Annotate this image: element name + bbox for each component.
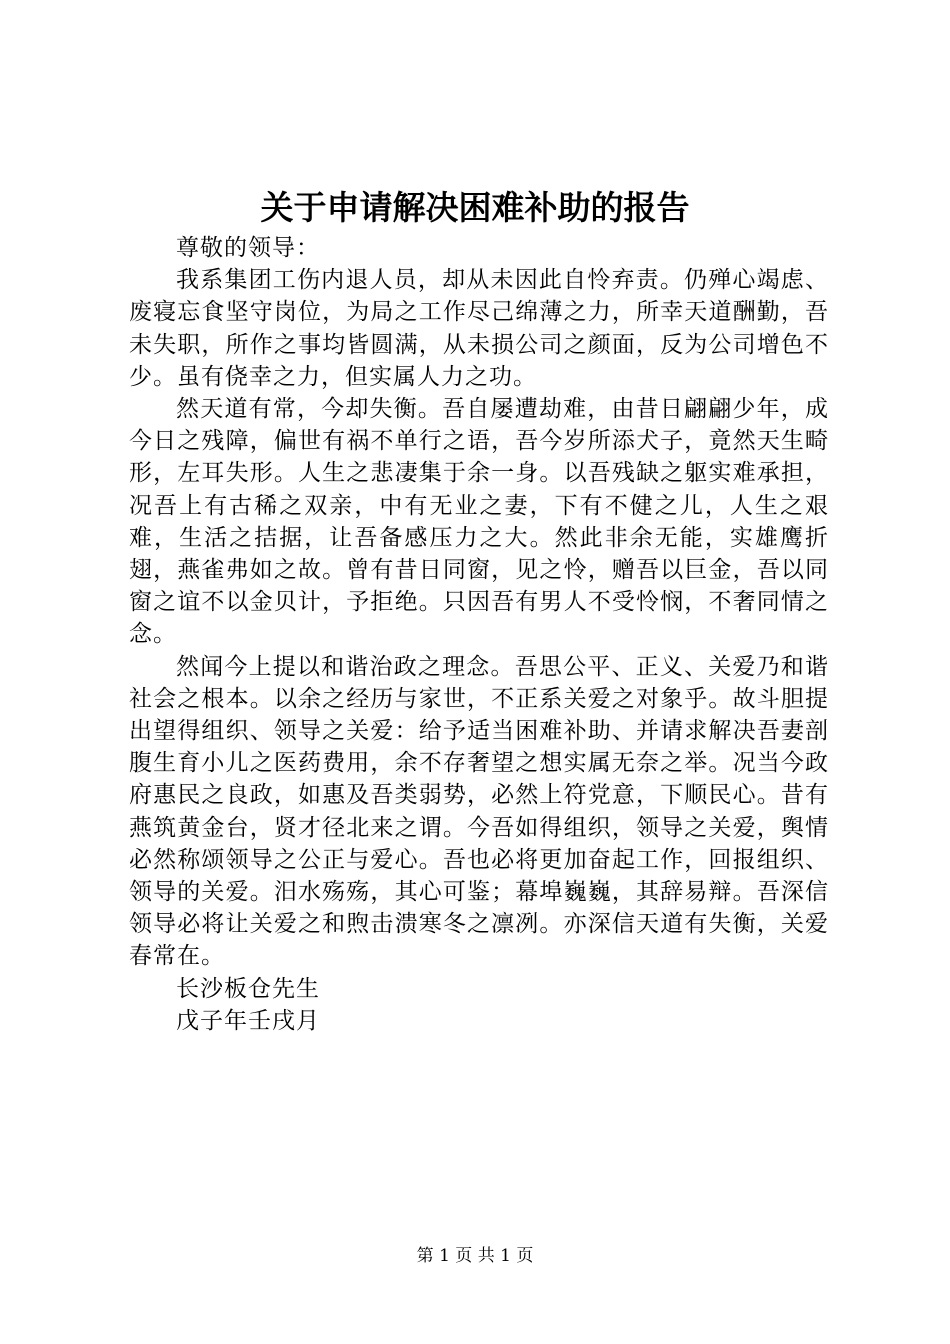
signature: 长沙板仓先生 — [176, 975, 320, 1002]
paragraph-3: 然闻今上提以和谐治政之理念。吾思公平、正义、关爱乃和谐社会之根本。以余之经历与家世，不正系关爱之对象乎。故斗胆提出望得组织、领导之关爱：给予适当困难补助、并请求解决吾妻剖腹生育小儿之医药费用，余不存奢望之想实属无奈之举。况当今政府惠民之良政，如惠及吾类弱势，必然上符党意，下顺民心。昔有燕筑黄金台，贤才径北来之谓。今吾如得组织，领导之关爱，舆情必然称颂领导之公正与爱心。吾也必将更加奋起工作，回报组织、领导的关爱。汨水殇殇，其心可鉴；幕埠巍巍，其辞易辩。吾深信领导必将让关爱之和煦击溃寒冬之凛冽。亦深信天道有失衡，关爱春常在。 — [129, 653, 829, 970]
paragraph-1: 我系集团工伤内退人员，却从未因此自怜弃责。仍殚心竭虑、废寝忘食坚守岗位，为局之工作尽己绵薄之力，所幸天道酬勤，吾未失职，所作之事均皆圆满，从未损公司之颜面，反为公司增色不少。虽有侥幸之力，但实属人力之功。 — [129, 267, 829, 390]
document-title: 关于申请解决困难补助的报告 — [260, 188, 690, 227]
salutation: 尊敬的领导： — [176, 235, 320, 261]
page-number-footer: 第 1 页 共 1 页 — [416, 1246, 534, 1266]
paragraph-2: 然天道有常，今却失衡。吾自屡遭劫难，由昔日翩翩少年，成今日之残障，偏世有祸不单行之语，吾今岁所添犬子，竟然天生畸形，左耳失形。人生之悲凄集于余一身。以吾残缺之躯实难承担，况吾上有古稀之双亲，中有无业之妻，下有不健之儿，人生之艰难，生活之拮据，让吾备感压力之大。然此非余无能，实雄鹰折翅，燕雀弗如之故。曾有昔日同窗，见之怜，赠吾以巨金，吾以同窗之谊不以金贝计，予拒绝。只因吾有男人不受怜悯，不奢同情之念。 — [129, 396, 829, 648]
date-line: 戊子年壬戌月 — [176, 1007, 320, 1034]
document-body — [129, 232, 829, 1037]
